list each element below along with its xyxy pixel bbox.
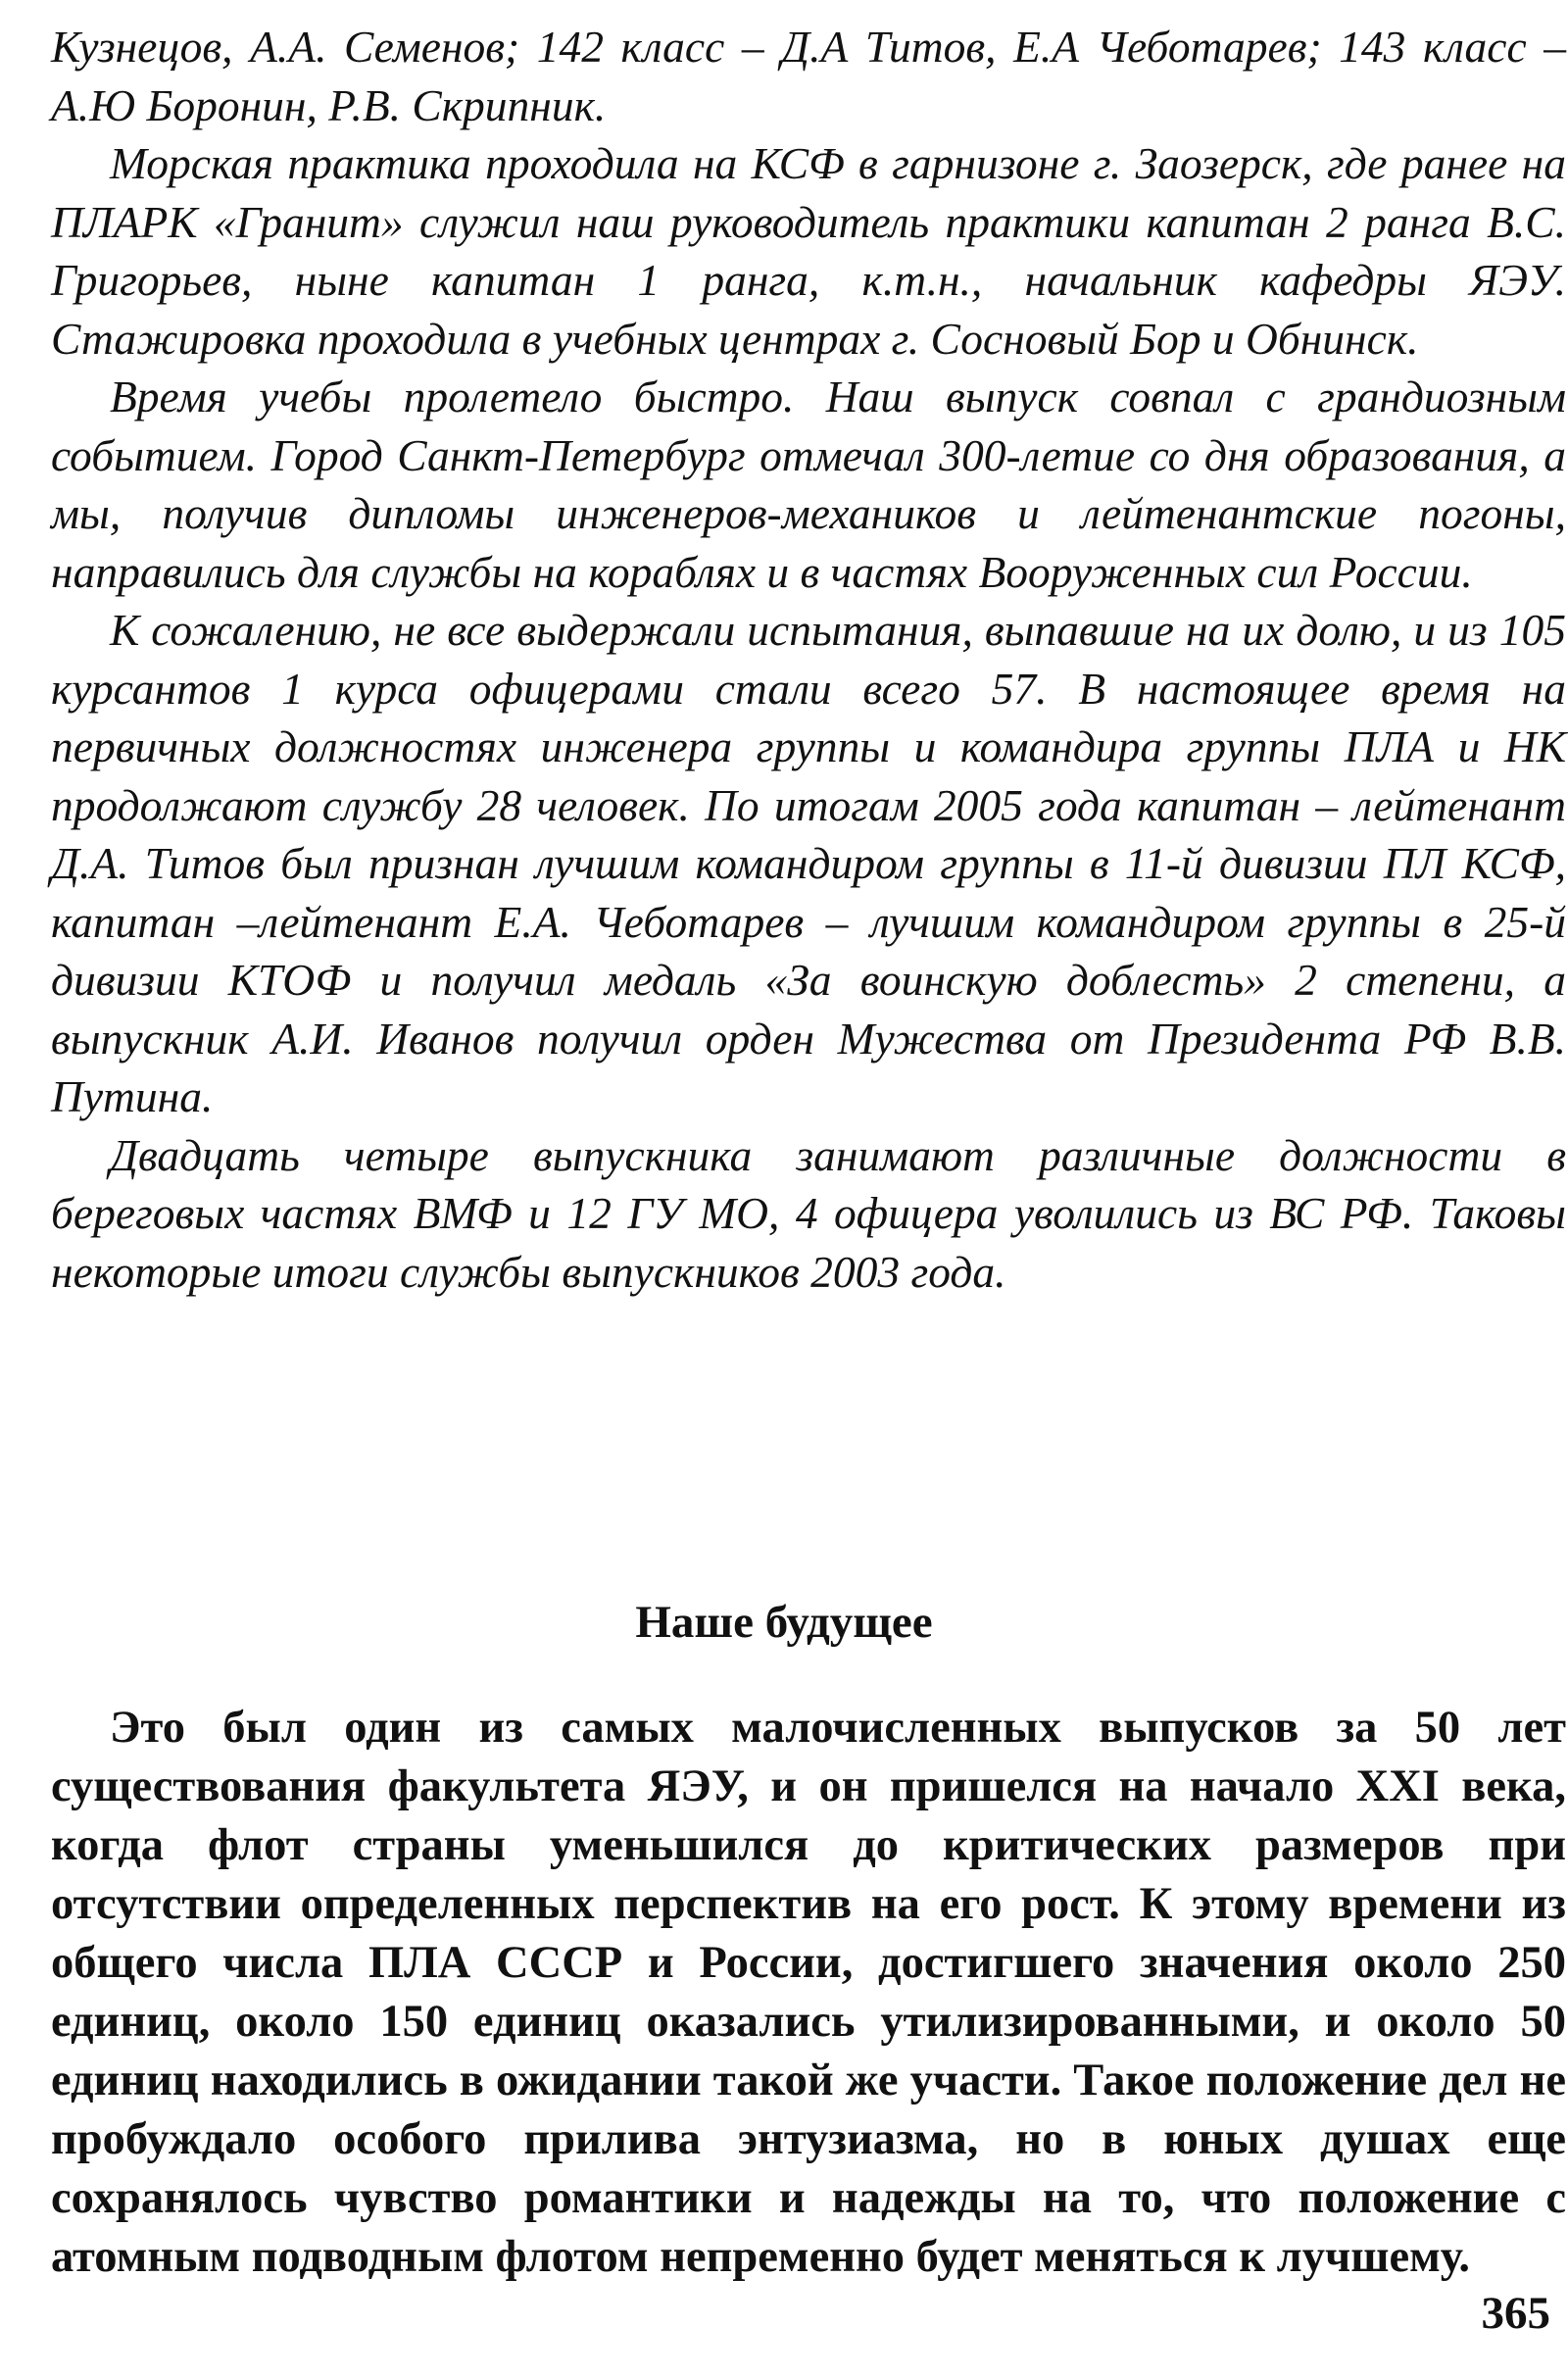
- page-number: 365: [1481, 2288, 1550, 2339]
- paragraph-1: Кузнецов, А.А. Семенов; 142 класс – Д.А Титов, Е.А Чеботарев; 143 класс – А.Ю Боронин, Р.В. Скрипник.: [51, 22, 1566, 130]
- paragraph-3: Время учебы пролетело быстро. Наш выпуск совпал с грандиозным событием. Город Санкт-Петербург отмечал 300-летие со дня образования, а мы, получив дипломы инженеров-механиков и лейтенантские погоны, направились для службы на кораблях и в частях Вооруженных сил России.: [51, 371, 1566, 597]
- page-content: [51, 18, 1566, 1301]
- paragraph-2: Морская практика проходила на КСФ в гарнизоне г. Заозерск, где ранее на ПЛАРК «Гранит» служил наш руководитель практики капитан 2 ранга В.С. Григорьев, ныне капитан 1 ранга, к.т.н., начальник кафедры ЯЭУ. Стажировка проходила в учебных центрах г. Сосновый Бор и Обнинск.: [51, 138, 1566, 364]
- section-body: [51, 1699, 1566, 2287]
- section-title: Наше будущее: [635, 1597, 933, 1648]
- paragraph-6: Это был один из самых малочисленных выпусков за 50 лет существования факультета ЯЭУ, и он пришелся на начало XXI века, когда флот страны уменьшился до критических размеров при отсутствии определенных перспектив на его рост. К этому времени из общего числа ПЛА СССР и России, достигшего значения около 250 единиц, около 150 единиц оказались утилизированными, и около 50 единиц находились в ожидании такой же участи. Такое положение дел не пробуждало особого прилива энтузиазма, но в юных душах еще сохранялось чувство романтики и надежды на то, что положение с атомным подводным флотом непременно будет меняться к лучшему.: [51, 1703, 1566, 2282]
- paragraph-4: К сожалению, не все выдержали испытания, выпавшие на их долю, и из 105 курсантов 1 курса офицерами стали всего 57. В настоящее время на первичных должностях инженера группы и командира группы ПЛА и НК продолжают службу 28 человек. По итогам 2005 года капитан – лейтенант Д.А. Титов был признан лучшим командиром группы в 11-й дивизии ПЛ КСФ, капитан –лейтенант Е.А. Чеботарев – лучшим командиром группы в 25-й дивизии КТОФ и получил медаль «За воинскую доблесть» 2 степени, а выпускник А.И. Иванов получил орден Мужества от Президента РФ В.В. Путина.: [51, 605, 1566, 1121]
- paragraph-5: Двадцать четыре выпускника занимают различные должности в береговых частях ВМФ и 12 ГУ МО, 4 офицера уволились из ВС РФ. Таковы некоторые итоги службы выпускников 2003 года.: [51, 1129, 1566, 1297]
